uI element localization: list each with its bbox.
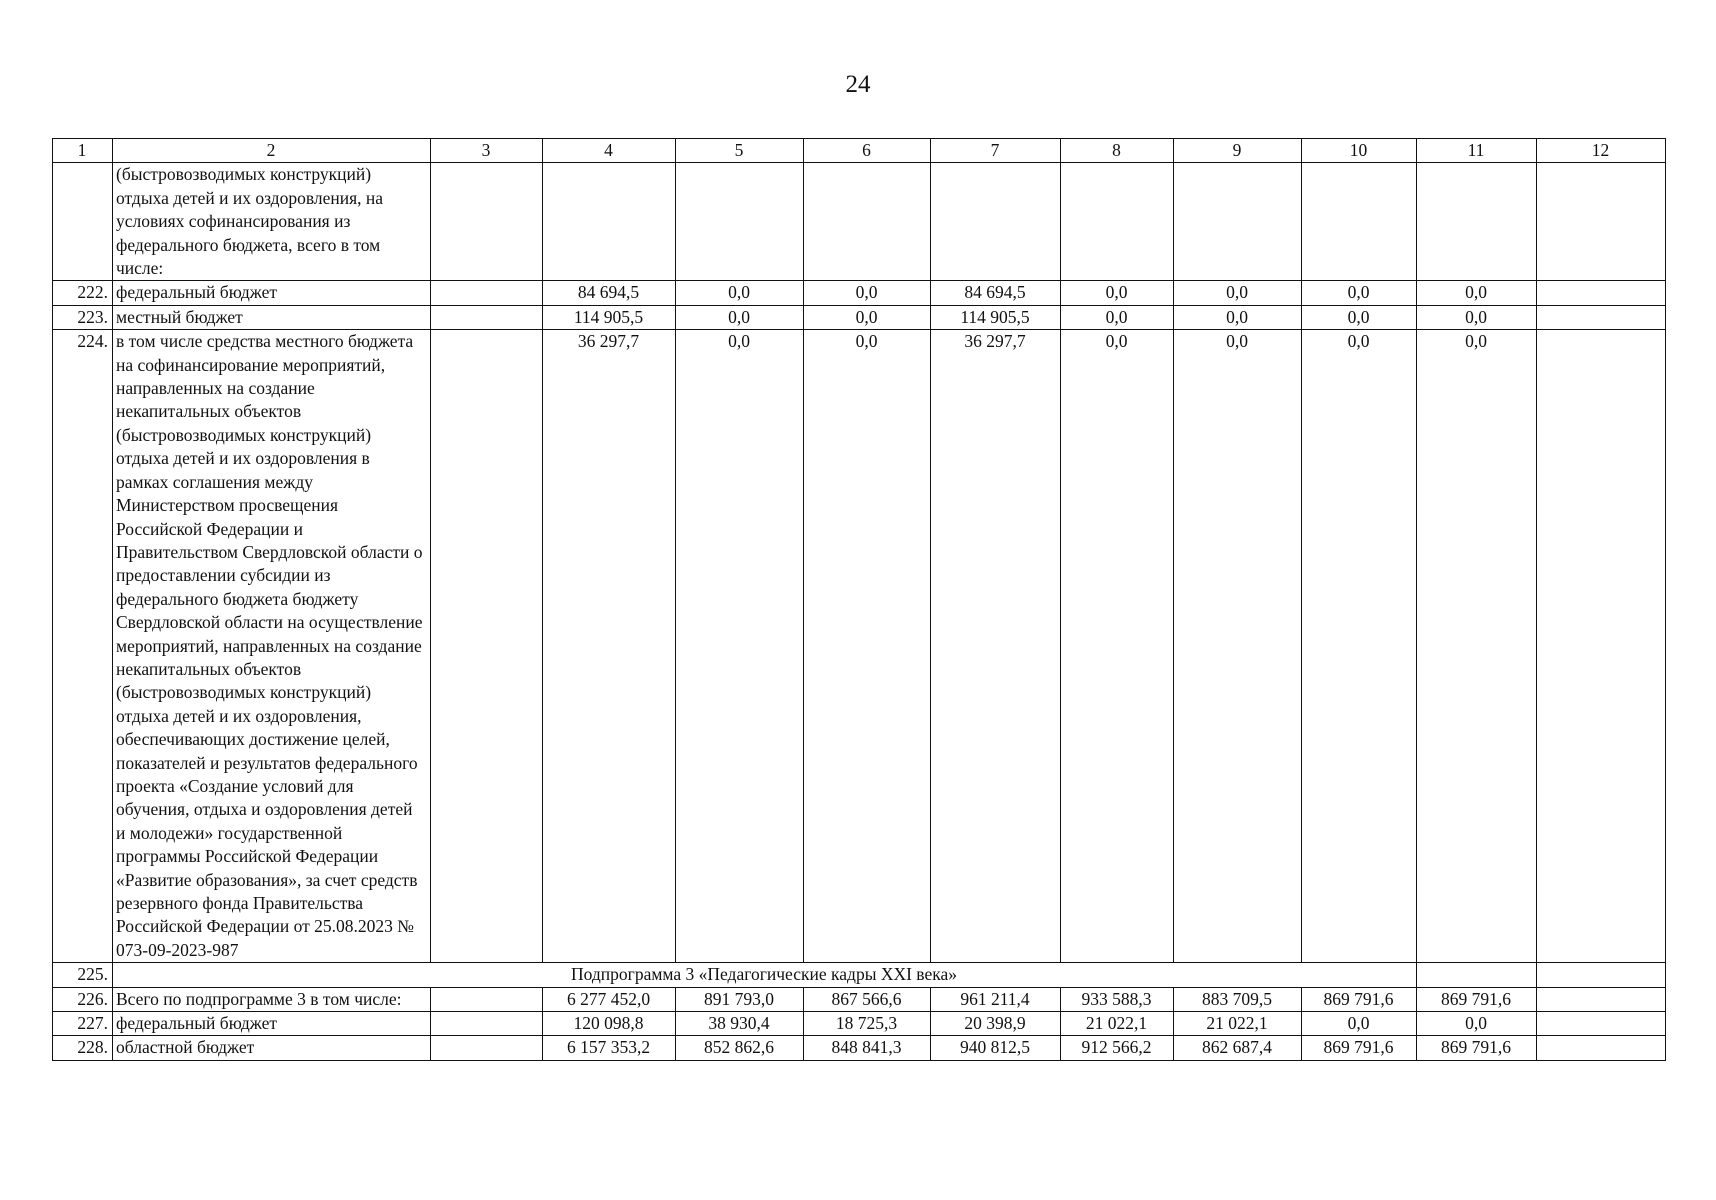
col12-cell — [1537, 163, 1666, 281]
value-cell: 0,0 — [1061, 305, 1174, 329]
value-cell: 883 709,5 — [1174, 987, 1302, 1011]
value-cell: 0,0 — [676, 330, 804, 963]
row-number: 226. — [53, 987, 113, 1011]
table-row — [53, 163, 1666, 281]
column-header: 9 — [1174, 139, 1302, 163]
value-cell — [1302, 163, 1417, 281]
value-cell — [1417, 163, 1537, 281]
col12-cell — [1537, 963, 1666, 987]
column-header: 7 — [931, 139, 1061, 163]
value-cell: 20 398,9 — [931, 1012, 1061, 1036]
value-cell — [931, 163, 1061, 281]
col3-cell — [431, 305, 543, 329]
col12-cell — [1537, 281, 1666, 305]
value-cell — [543, 163, 676, 281]
column-header: 11 — [1417, 139, 1537, 163]
value-cell: 0,0 — [1061, 281, 1174, 305]
row-number: 223. — [53, 305, 113, 329]
value-cell: 0,0 — [1302, 281, 1417, 305]
row-name: местный бюджет — [113, 305, 431, 329]
value-cell: 0,0 — [804, 281, 931, 305]
value-cell: 0,0 — [676, 305, 804, 329]
table-row — [53, 330, 1666, 963]
row-name: областной бюджет — [113, 1036, 431, 1060]
value-cell: 933 588,3 — [1061, 987, 1174, 1011]
value-cell: 0,0 — [1302, 330, 1417, 963]
column-header: 5 — [676, 139, 804, 163]
value-cell: 0,0 — [1417, 330, 1537, 963]
column-header: 10 — [1302, 139, 1417, 163]
value-cell: 852 862,6 — [676, 1036, 804, 1060]
value-cell: 0,0 — [1417, 1012, 1537, 1036]
value-cell: 0,0 — [1174, 305, 1302, 329]
value-cell: 36 297,7 — [543, 330, 676, 963]
value-cell: 0,0 — [1174, 281, 1302, 305]
col3-cell — [431, 281, 543, 305]
col3-cell — [431, 163, 543, 281]
value-cell: 869 791,6 — [1302, 1036, 1417, 1060]
value-cell: 36 297,7 — [931, 330, 1061, 963]
col3-cell — [431, 1012, 543, 1036]
subprogram-row — [53, 963, 1666, 987]
value-cell: 867 566,6 — [804, 987, 931, 1011]
value-cell: 0,0 — [1417, 281, 1537, 305]
row-name: (быстровозводимых конструкций) отдыха детей и их оздоровления, на условиях софинансирования из федерального бюджета, всего в том числе: — [113, 163, 431, 281]
value-cell: 6 277 452,0 — [543, 987, 676, 1011]
value-cell: 84 694,5 — [543, 281, 676, 305]
col3-cell — [431, 987, 543, 1011]
table-row — [53, 1012, 1666, 1036]
value-cell — [676, 163, 804, 281]
value-cell: 848 841,3 — [804, 1036, 931, 1060]
row-number — [53, 163, 113, 281]
value-cell: 961 211,4 — [931, 987, 1061, 1011]
value-cell: 0,0 — [1302, 305, 1417, 329]
col12-cell — [1537, 987, 1666, 1011]
col3-cell — [431, 330, 543, 963]
budget-table — [52, 138, 1666, 1061]
row-number: 228. — [53, 1036, 113, 1060]
table-row — [53, 281, 1666, 305]
value-cell: 862 687,4 — [1174, 1036, 1302, 1060]
row-name: федеральный бюджет — [113, 281, 431, 305]
value-cell: 0,0 — [1417, 305, 1537, 329]
value-cell: 891 793,0 — [676, 987, 804, 1011]
col12-cell — [1537, 330, 1666, 963]
column-number-header — [53, 139, 1666, 163]
value-cell: 869 791,6 — [1417, 1036, 1537, 1060]
col12-cell — [1537, 305, 1666, 329]
value-cell: 0,0 — [1061, 330, 1174, 963]
value-cell: 0,0 — [676, 281, 804, 305]
row-name: в том числе средства местного бюджета на софинансирование мероприятий, направленных на создание некапитальных объектов (быстровозводимых конструкций) отдыха детей и их оздоровления в рамках соглашения между Министерством просвещения Российской Федерации и Правительством Свердловской области о предоставлении субсидии из федерального бюджета бюджету Свердловской области на осуществление мероприятий, направленных на создание некапитальных объектов (быстровозводимых конструкций) отдыха детей и их оздоровления, обеспечивающих достижение целей, показателей и результатов федерального проекта «Создание условий для обучения, отдыха и оздоровления детей и молодежи» государственной программы Российской Федерации «Развитие образования», за счет средств резервного фонда Правительства Российской Федерации от 25.08.2023 № 073-09-2023-987 — [113, 330, 431, 963]
table-row — [53, 987, 1666, 1011]
column-header: 12 — [1537, 139, 1666, 163]
value-cell — [804, 163, 931, 281]
col12-cell — [1537, 1012, 1666, 1036]
value-cell: 84 694,5 — [931, 281, 1061, 305]
value-cell: 6 157 353,2 — [543, 1036, 676, 1060]
row-name: федеральный бюджет — [113, 1012, 431, 1036]
value-cell: 0,0 — [804, 330, 931, 963]
value-cell: 0,0 — [1302, 1012, 1417, 1036]
value-cell: 38 930,4 — [676, 1012, 804, 1036]
column-header: 4 — [543, 139, 676, 163]
value-cell: 21 022,1 — [1061, 1012, 1174, 1036]
row-name: Всего по подпрограмме 3 в том числе: — [113, 987, 431, 1011]
value-cell — [1061, 163, 1174, 281]
value-cell: 114 905,5 — [543, 305, 676, 329]
row-number: 224. — [53, 330, 113, 963]
row-number: 225. — [53, 963, 113, 987]
column-header: 2 — [113, 139, 431, 163]
value-cell: 18 725,3 — [804, 1012, 931, 1036]
column-header: 6 — [804, 139, 931, 163]
value-cell: 0,0 — [1174, 330, 1302, 963]
column-header: 3 — [431, 139, 543, 163]
table-row — [53, 1036, 1666, 1060]
col12-cell — [1537, 1036, 1666, 1060]
value-cell — [1174, 163, 1302, 281]
column-header: 1 — [53, 139, 113, 163]
page-number: 24 — [845, 71, 871, 98]
value-cell: 120 098,8 — [543, 1012, 676, 1036]
value-cell: 0,0 — [804, 305, 931, 329]
subprogram-title: Подпрограмма 3 «Педагогические кадры XXI века» — [113, 963, 1417, 987]
col3-cell — [431, 1036, 543, 1060]
value-cell: 21 022,1 — [1174, 1012, 1302, 1036]
value-cell: 869 791,6 — [1417, 987, 1537, 1011]
col11-cell — [1417, 963, 1537, 987]
value-cell: 912 566,2 — [1061, 1036, 1174, 1060]
table-row — [53, 305, 1666, 329]
column-header: 8 — [1061, 139, 1174, 163]
value-cell: 869 791,6 — [1302, 987, 1417, 1011]
row-number: 227. — [53, 1012, 113, 1036]
value-cell: 114 905,5 — [931, 305, 1061, 329]
row-number: 222. — [53, 281, 113, 305]
value-cell: 940 812,5 — [931, 1036, 1061, 1060]
